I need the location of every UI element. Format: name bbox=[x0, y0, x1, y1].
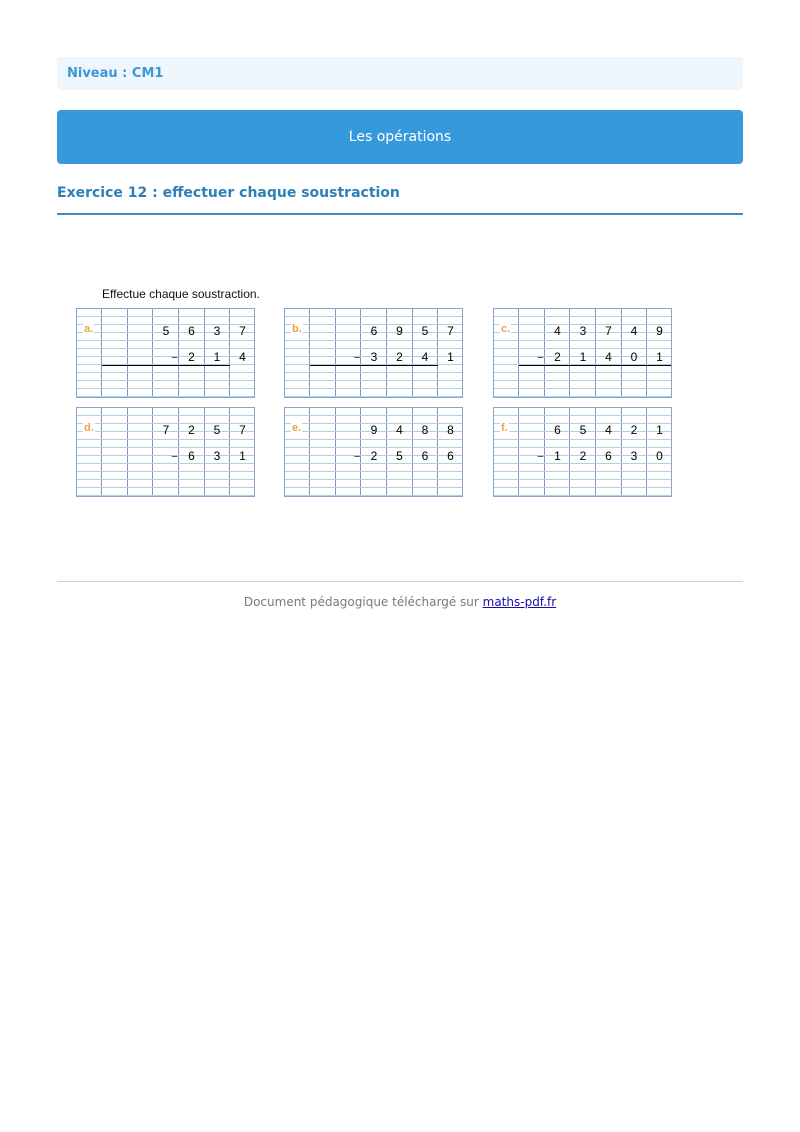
minuend-digit: 4 bbox=[605, 423, 612, 437]
minus-sign: – bbox=[537, 451, 544, 462]
minuend-digit: 5 bbox=[213, 423, 221, 437]
footer-divider bbox=[57, 581, 743, 582]
subtrahend-digit: 1 bbox=[579, 350, 587, 364]
subtraction-grid bbox=[284, 308, 463, 398]
minuend-digit: 5 bbox=[162, 324, 170, 338]
minuend-digit: 9 bbox=[656, 324, 663, 338]
subtraction-grid bbox=[76, 407, 255, 497]
minuend-digit: 6 bbox=[370, 324, 378, 338]
section-banner: Les opérations bbox=[57, 110, 743, 164]
answer-line bbox=[310, 365, 438, 366]
subtrahend-digit: 2 bbox=[579, 449, 587, 463]
problem-letter: c. bbox=[501, 323, 511, 335]
footer-text: Document pédagogique téléchargé sur bbox=[243, 595, 483, 609]
minuend-digit: 9 bbox=[370, 423, 378, 437]
footer-link[interactable]: maths-pdf.fr bbox=[482, 595, 557, 609]
minuend-digit: 2 bbox=[188, 423, 195, 437]
answer-line bbox=[519, 365, 671, 366]
problem-letter: f. bbox=[501, 422, 508, 434]
level-label: Niveau : CM1 bbox=[57, 57, 743, 90]
exercise-title: Exercice 12 : effectuer chaque soustraction bbox=[57, 185, 743, 215]
problem-letter: b. bbox=[292, 323, 302, 335]
subtrahend-digit: 2 bbox=[370, 449, 378, 463]
minuend-digit: 7 bbox=[162, 423, 170, 437]
subtrahend-digit: 4 bbox=[605, 350, 612, 364]
subtrahend-digit: 0 bbox=[656, 449, 663, 463]
minus-sign: – bbox=[171, 451, 178, 462]
subtrahend-digit: 6 bbox=[188, 449, 195, 463]
subtrahend-digit: 3 bbox=[370, 350, 378, 364]
minuend-digit: 7 bbox=[447, 324, 454, 338]
subtrahend-digit: 1 bbox=[239, 449, 246, 463]
minuend-digit: 6 bbox=[554, 423, 561, 437]
minuend-digit: 4 bbox=[396, 423, 403, 437]
minus-sign: – bbox=[354, 352, 360, 363]
subtrahend-digit: 1 bbox=[554, 449, 561, 463]
minuend-digit: 9 bbox=[396, 324, 403, 338]
minuend-digit: 1 bbox=[656, 423, 663, 437]
minuend-digit: 3 bbox=[579, 324, 587, 338]
subtrahend-digit: 6 bbox=[605, 449, 612, 463]
minuend-digit: 2 bbox=[630, 423, 638, 437]
subtraction-grid bbox=[493, 407, 672, 497]
subtrahend-digit: 5 bbox=[396, 449, 403, 463]
subtraction-grid bbox=[76, 308, 255, 398]
subtrahend-digit: 4 bbox=[421, 350, 429, 364]
minuend-digit: 3 bbox=[213, 324, 221, 338]
subtrahend-digit: 1 bbox=[656, 350, 663, 364]
subtrahend-digit: 6 bbox=[421, 449, 429, 463]
minuend-digit: 5 bbox=[579, 423, 587, 437]
minuend-digit: 8 bbox=[447, 423, 454, 437]
subtrahend-digit: 6 bbox=[447, 449, 454, 463]
minuend-digit: 4 bbox=[630, 324, 638, 338]
subtrahend-digit: 1 bbox=[447, 350, 454, 364]
subtrahend-digit: 4 bbox=[239, 350, 246, 364]
subtrahend-digit: 1 bbox=[213, 350, 221, 364]
subtrahend-digit: 3 bbox=[213, 449, 221, 463]
subtrahend-digit: 0 bbox=[630, 350, 638, 364]
minuend-digit: 8 bbox=[421, 423, 429, 437]
minus-sign: – bbox=[171, 352, 178, 363]
minus-sign: – bbox=[354, 451, 360, 462]
problem-letter: e. bbox=[292, 422, 302, 434]
subtrahend-digit: 2 bbox=[396, 350, 403, 364]
footer bbox=[57, 595, 743, 609]
minuend-digit: 6 bbox=[188, 324, 195, 338]
subtraction-grid bbox=[284, 407, 463, 497]
answer-line bbox=[102, 365, 230, 366]
minus-sign: – bbox=[537, 352, 544, 363]
minuend-digit: 7 bbox=[605, 324, 612, 338]
minuend-digit: 7 bbox=[239, 324, 246, 338]
minuend-digit: 7 bbox=[239, 423, 246, 437]
problem-letter: a. bbox=[84, 323, 94, 335]
minuend-digit: 5 bbox=[421, 324, 429, 338]
problem-letter: d. bbox=[84, 422, 94, 434]
exercise-instruction: Effectue chaque soustraction. bbox=[102, 287, 260, 301]
subtrahend-digit: 2 bbox=[554, 350, 561, 364]
minuend-digit: 4 bbox=[554, 324, 561, 338]
subtraction-grid bbox=[493, 308, 672, 398]
subtrahend-digit: 2 bbox=[188, 350, 195, 364]
subtrahend-digit: 3 bbox=[630, 449, 638, 463]
